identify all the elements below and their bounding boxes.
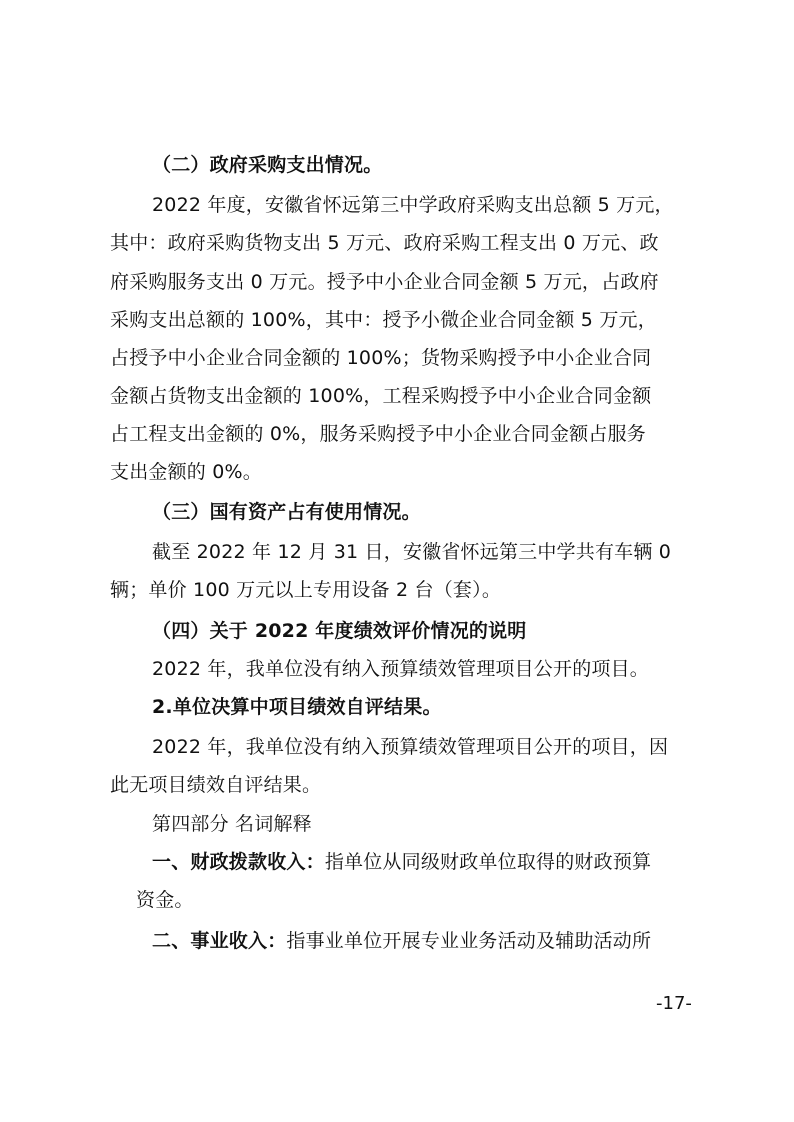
paragraph-line: 2022 年度，安徽省怀远第三中学政府采购支出总额 5 万元， (152, 194, 674, 216)
glossary-item (152, 929, 651, 953)
paragraph-line: 截至 2022 年 12 月 31 日，安徽省怀远第三中学共有车辆 0 (152, 541, 672, 563)
glossary-term: 二、事业收入： (152, 930, 287, 952)
part-heading-glossary: 第四部分 名词解释 (152, 813, 312, 835)
paragraph-line: 金额占货物支出金额的 100%，工程采购授予中小企业合同金额 (110, 385, 652, 407)
section-heading-government-procurement: （二）政府采购支出情况。 (152, 154, 383, 176)
section-heading-state-assets: （三）国有资产占有使用情况。 (152, 501, 421, 523)
paragraph-line: 此无项目绩效自评结果。 (110, 774, 322, 796)
glossary-term: 一、财政拨款收入： (152, 851, 325, 873)
paragraph-line: 采购支出总额的 100%，其中：授予小微企业合同金额 5 万元， (110, 309, 657, 331)
section-heading-self-evaluation-results: 2.单位决算中项目绩效自评结果。 (152, 696, 442, 718)
glossary-definition: 指事业单位开展专业业务活动及辅助活动所 (286, 930, 652, 952)
paragraph-line: 占工程支出金额的 0%，服务采购授予中小企业合同金额占服务 (110, 423, 646, 445)
paragraph-line: 辆；单价 100 万元以上专用设备 2 台（套）。 (110, 579, 502, 601)
section-heading-performance-evaluation: （四）关于 2022 年度绩效评价情况的说明 (152, 620, 527, 642)
page-number: -17- (656, 993, 692, 1014)
paragraph-line: 其中：政府采购货物支出 5 万元、政府采购工程支出 0 万元、政 (110, 232, 659, 254)
paragraph-line: 占授予中小企业合同金额的 100%；货物采购授予中小企业合同 (110, 347, 652, 369)
paragraph-line: 2022 年，我单位没有纳入预算绩效管理项目公开的项目。 (152, 658, 649, 680)
paragraph-line: 府采购服务支出 0 万元。授予中小企业合同金额 5 万元，占政府 (110, 271, 659, 293)
glossary-item (152, 850, 651, 874)
paragraph-line: 2022 年，我单位没有纳入预算绩效管理项目公开的项目，因 (152, 736, 669, 758)
glossary-definition: 指单位从同级财政单位取得的财政预算 (324, 851, 652, 873)
glossary-continuation: 资金。 (136, 889, 194, 911)
paragraph-line: 支出金额的 0%。 (110, 461, 262, 483)
